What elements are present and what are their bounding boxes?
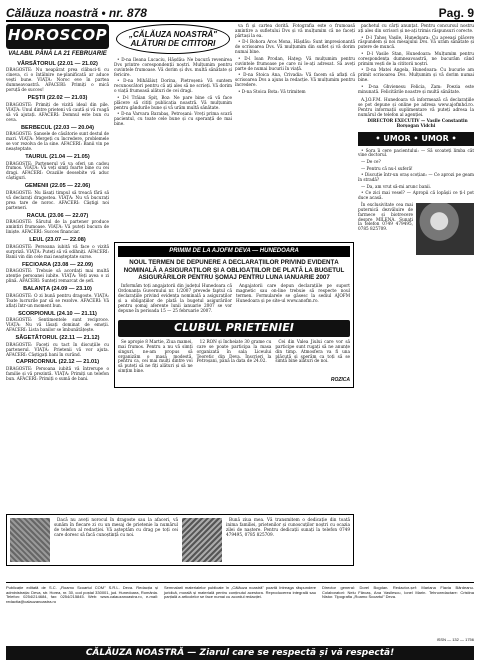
reader-letter: • D-na Ghvienesu Felicia, Zam: Poezia este minunată. Felicitările noastre și multă sănătate. <box>358 83 474 94</box>
sign-forecast: DRAGOSTE: Nu lăsați timpul să treacă fără să vă declarați dragostea. VIAȚA: Nu vă bucurați prea tare de noroc. AFACERI: Câștigi noi parteneri. <box>6 189 109 210</box>
reader-letter: • D-na Ileana Lucaciu, Hășdău: Ne bucură revenirea Dvs printre corespondenții noștri. Mulțumim pentru cuvintele frumoase. Vă dorim și dvs. multă sănătate și fericire. <box>114 57 232 77</box>
sign-name: LEUL (23.07 — 22.08) <box>29 237 86 244</box>
dedication-text: Dacă nu aveți norocul în dragoste sau la afaceri, vă sunăm în fiecare zi cu un mesaj de prietenie la numărul de telefon al redacției. Vă așteptăm cu drag pe toți cei care doresc să facă cunoștință cu noi. <box>54 517 178 537</box>
horoscope-sign <box>6 183 109 210</box>
sign-name: GEMENII (22.05 — 22.06) <box>24 183 91 190</box>
horoscope-sign <box>6 262 109 284</box>
horoscope-signs <box>6 61 109 382</box>
reader-letter: • D-na Matei Angela, Hunedoara: Cu bucurie am primit scrisoarea Dvs. Mulțumim și vă dorim numai bine. <box>358 67 474 83</box>
horoscope-sign <box>6 335 109 357</box>
humor-title: • UMOR • UMOR • <box>358 132 474 145</box>
horoscope-sign <box>6 125 109 152</box>
horoscope-sign <box>6 311 109 333</box>
publication-issue: Călăuza noastră • nr. 878 <box>6 5 147 20</box>
horoscope-sign <box>6 154 109 181</box>
horoscope-sign <box>6 95 109 122</box>
sign-forecast: DRAGOSTE: Primiți de vizită ideal din pile. VIAȚA: Unul dintre prieteni vă caută și vă roagă să vă ajutați. AFACERI: Domnul este bun cu ceva. <box>6 101 109 122</box>
joke-line: — Da, am vrut să-mi arunc banii. <box>361 183 432 189</box>
sign-forecast: DRAGOSTE: Persoana iubită vă întrerupe o familie și vă prezintă. VIAȚA: Primiți un telefon bun. AFACERI: Primiți o sumă de bani. <box>6 366 109 381</box>
sign-name: CAPRICORNUL (22.12 — 21.01) <box>15 359 100 366</box>
ajofm-notice-box <box>114 242 354 388</box>
horoscope-sign <box>6 213 109 235</box>
joke-line: • Discuție într-un oraș scoțian: — Ce aprozi pe geam în stradă? <box>358 172 474 183</box>
sign-forecast: DRAGOSTE: Trebuie să acordați mai multă atenție persoanei iubite. VIAȚA: Veți avea o zi plină. AFACERI: Sunteți remarcat de șefi. <box>6 268 109 284</box>
sign-forecast: DRAGOSTE: Faceți cu tact în discuțiile cu partenerul. VIAȚA: Prietenii vă vor ajuta. AFACERI: Câștigați bani în curând. <box>6 341 109 357</box>
page-header <box>6 4 474 22</box>
sign-name: BALANȚA (24.09 — 23.10) <box>23 286 92 293</box>
right-column <box>358 24 474 257</box>
sign-name: VĂRSĂTORUL (22.01 — 21.02) <box>17 60 98 67</box>
reader-letter: • D-l Tahoș Vasile, Hunedoara: Cu aceeași plăcere răspundem și noi mesajului Dvs. Vă urăm sănătate și putere de muncă. <box>358 34 474 50</box>
readers-section-heading <box>116 24 230 54</box>
tagline-bar: CĂLĂUZA NOASTRĂ — Ziarul care se respectă și vă respectă! <box>6 646 474 660</box>
ajofm-title: PRIMIM DE LA AJOFM DEVA — HUNEDOARA <box>118 246 350 257</box>
reader-letter: • D-l Bohora Aros Mona, Hășdău: Sunt impresionantă de scrisoarea Dvs. Vă mulțumim din suflet și vă dorim numai bine. <box>235 39 355 55</box>
page-number: Pag. 9 <box>438 5 474 20</box>
dedications-box <box>6 514 354 566</box>
dedication-photo-left <box>10 518 50 562</box>
club-paragraph: Cei din Valea Jiului care vor să participe sunt rugați să ne anunțe din timp. Atmosfera va fi una plăcută și sperăm ca toți să se simtă bine alături de noi. <box>275 338 351 364</box>
joke-line: • Ce zici mai vesel? — Apropii că lopășii ce ți-l pot duce acasă. <box>358 190 474 201</box>
ajofm-paragraph: Angajatorii care depun declarațiile pe suport magnetic sau on-line trebuie să respecte noul termen. Formularele se găsesc la sediul AJOFM Hunedoara și pe site-ul www.anofm.ro. <box>236 283 350 304</box>
sign-forecast: DRAGOSTE: Persoana iubită vă face o vizită surpriză. VIAȚA: Puteți să vă odihniți. AFACERI: Banii vin din cele mai neașteptate surse. <box>6 243 109 259</box>
footer-publisher: Publicație editată de S.C. „Roamo Scoartul COM" S.R.L. Deva. Redacția și administrația: Deva, str. Horea, nr. 30, cod poștal 330001, jud. Hunedoara, România. Telefon: 0254/214684, fax: 0254/215845. Web: www.calauzanoastra.ro, e-mail: redactia@calauzanoastra.ro <box>6 585 158 605</box>
reader-letter: va fi și cartea dorită. Fotografia este o frumoasă amintire a sufletului Dvs și vă mulțumim că ne faceți părtași la ea. <box>235 23 355 38</box>
ajofm-contact-text: A.J.O.F.M. Hunedoara vă informează că declarațiile se pot depune și online pe adresa www.ajofmhd.ro. Pentru informații suplimentare vă puteți adresa la numărul de telefon al agenției. <box>358 96 474 117</box>
dedication-photo-right <box>182 518 222 562</box>
footer-disclaimer: Semnalarii materialelor publicate în „Călăuza noastră" poartă întreaga răspundere juridică, morală și materială pentru conținutul acestora. Reproducerea integrală sau parțială a articolelor se face numai cu acordul redacției. <box>164 585 316 600</box>
footer-staff: Director general: Dorel Bogdan. Redactor-șef: Mariana Flavia Bărdeanu. Colaboratori: Nelu Fărcaș, Ana Vasilescu, Ionel Marin. Tehnoredactare: Cristina Nistor. Tipografia „Roamo Scoartul" Deva. <box>322 585 474 600</box>
humor-section <box>358 132 474 232</box>
sign-forecast: DRAGOSTE: Partenerul vă va oferi un cadou frumos. VIAȚA: Vă veți simți foarte bine cu cei dragi. AFACERI: Ocaziile deosebite vă aduc câștiguri. <box>6 160 109 181</box>
readers-column-continued <box>235 24 355 96</box>
horoscope-sign <box>6 359 109 381</box>
sign-forecast: DRAGOSTE: Nu neapărat prea clăbuci-ti cu cineva, ci o întâlnire ne-planificată ar aduce vești bune. VIAȚA: Noroc eve în partea dumneavoastră. AFACERI: Primiți o mică poruță de succes! <box>6 67 109 93</box>
reader-letter: • D-na Varvara Barabaș, Petroșani: Vreți prima scară pacientul, cu toate cele bune și cu speranță de mai bine. <box>114 111 232 127</box>
sign-forecast: DRAGOSTE: Șansele de căsătorie sunt destul de mari. VIAȚA: Mergeți cu încredere, problemele se vor rezolva de la sine. AFACERI: Banii vin pe neașteptate. <box>6 131 110 151</box>
joke-line: — Pentru că nu-l suferă! <box>361 165 413 171</box>
club-paragraph: Se apropie 8 Martie, Ziua mamei, mai frumos. Pentru a nu vă simți singuri, ne-am propus să organizăm o masă modestă, pentru ca, cei mai mulți dintre voi să puteți să ne fiți alături și să ne simțim bine. <box>118 338 193 374</box>
reader-letter: • D-na Stoica Bota: Vă trimitem <box>238 88 306 94</box>
sign-name: RACUL (23.06 — 22.07) <box>26 212 89 219</box>
horoscope-title: HOROSCOP <box>6 24 109 49</box>
contest-text: În exclusivitate cea mai puternică dezvăluire de farmece și biotrecere despre MILENA. Sunați la telefon 0749 479495, 0785 825709. <box>358 201 413 232</box>
horoscope-column <box>6 24 109 384</box>
reader-letter: • D-na Stoica Ana, Crivadia: Vă facem să aflați că scrisoarea Dvs a ajuns la redacție. Vă mulțumim pentru încredere. <box>235 72 355 88</box>
issn-number: ISSN — 132 — 1756 <box>436 637 474 642</box>
sign-name: FECIOARA (23.08 — 22.09) <box>22 261 93 268</box>
club-title: CLUBUL PRIETENIEI <box>118 320 350 337</box>
sign-name: BERBECUL (22.03 — 20.04) <box>21 124 94 131</box>
joke-line: — De ce? <box>361 159 381 165</box>
reader-letter: • D-na Mihălăiuț Dorina, Pietroșeni: Vă suntem recunoscători pentru că ați ales să ne scrieți. Vă dorim o viață frumoasă alături de cei dragi. <box>114 78 232 94</box>
dedication-text: Bună ziua mea. Vă transmitem o dedicație din toată inima familiei, prietenilor și cunoscuților noștri cu ocazia zilei de naștere. Pentru dedicații sunați la telefon 0749 479495, 0785 825709. <box>226 517 350 537</box>
club-signature: ROZICA <box>330 376 350 383</box>
sign-name: PEȘTII (22.02 — 21.03) <box>27 95 88 102</box>
portrait-photo <box>416 203 474 255</box>
sign-name: SCORPIONUL (24.10 — 21.11) <box>18 310 97 317</box>
reader-letter: pachetul cu cărți anunțat. Pentru concursul nostru ați ales din scrisori și ne-ați trimis răspunsuri corecte. <box>358 23 474 33</box>
ajofm-subtitle: NOUL TERMEN DE DEPUNERE A DECLARAȚIILOR PRIVIND EVIDENȚA NOMINALĂ A ASIGURAȚILOR ȘI A OBLIGAȚIILOR DE PLATĂ LA BUGETUL ASIGURĂRILOR PENTRU ȘOMAJ PENTRU LUNA IANUARIE 2007 <box>123 259 345 281</box>
readers-heading-line1: „CĂLĂUZA NOASTRĂ" <box>129 29 217 39</box>
readers-heading-line2: ALĂTURI DE CITITORI <box>130 39 216 48</box>
joke-line: • Sora îi cere pacientului: — Să scoateți limba cât vine doctorul. <box>358 147 474 158</box>
reader-letter: • D-l Trăian Spiț, Boz: Ne pare bine că vă face plăcere să citiți publicația noastră. Vă mulțumim pentru gândurile bune și vă urăm multă sănătate. <box>114 94 232 110</box>
horoscope-sign <box>6 237 109 259</box>
ajofm-director: DIRECTOR EXECUTIV — Vasile Constantin Borșogan Vidchi <box>367 118 468 129</box>
sign-forecast: DRAGOSTE: Sentimentele sunt reciproce. VIAȚA: Nu vă lăsați dominat de emoții. AFACERI: Lista banilor se îmbunătățește. <box>6 317 109 333</box>
sign-forecast: DRAGOSTE: Sărutul de la partener produce amintiri frumoase. VIAȚA: Vă puteți bucura de liniște. AFACERI: Succes financiar. <box>6 219 109 235</box>
horoscope-sign <box>6 286 109 308</box>
sign-name: TAURUL (21.04 — 21.05) <box>25 153 90 160</box>
club-paragraph: 12 RON și încheiate 30 grame cu care se poate participa la masa organizată în sala Liceului Teoretic din Deva. Înscrieri la Petroșani, până la data de 24.02. <box>196 338 272 364</box>
sign-name: SĂGETĂTORUL (22.11 — 21.12) <box>15 335 100 342</box>
ajofm-paragraph: Informăm toți angajatorii din județul Hunedoara că Ordonanța Guvernului nr. 1/2007 prevede faptul că declarațiile privind evidența nominală a asiguraților și a obligațiilor de plată la bugetul asigurărilor pentru șomaj aferente lunii ianuarie 2007 se vor depune în perioada 15 — 25 februarie 2007. <box>118 283 232 314</box>
masthead-footer <box>6 582 474 605</box>
horoscope-subtitle: VALABIL PÂNĂ LA 21 FEBRUARIE <box>8 50 107 57</box>
reader-letter: • D-l Ioan Prodan, Hațeg: Vă mulțumim pentru cuvintele frumoase pe care ni le-ați adresat. Să aveți parte de numai bucurii în viață. <box>235 55 355 71</box>
readers-column <box>114 24 232 129</box>
sign-forecast: DRAGOSTE: O zi bună pentru dragoste. VIAȚA: Toate lucrurile par să se rezolve. AFACERI: Vă aflați într-un moment bun. <box>6 292 109 308</box>
reader-letter: • D-l Vasile Stan, Hunedoara: Mulțumim pentru corespondența dumneavoastră, ne bucurăm când primim vești de la cititorii noștri. <box>358 50 474 66</box>
horoscope-sign <box>6 61 109 93</box>
